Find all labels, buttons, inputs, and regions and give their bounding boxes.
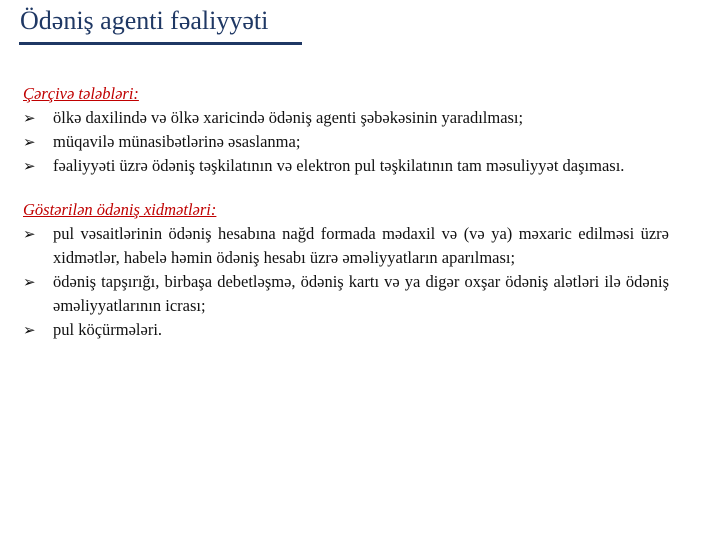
page-title: Ödəniş agenti fəaliyyəti xyxy=(20,6,269,35)
list-item-text: ödəniş tapşırığı, birbaşa debetləşmə, ödəniş kartı və ya digər oxşar ödəniş alətləri ilə ödəniş əməliyyatlarının icrası; xyxy=(53,272,669,315)
section-framework-requirements xyxy=(23,82,669,178)
list-item-text: pul köçürmələri. xyxy=(53,320,163,339)
list-item-text: pul vəsaitlərinin ödəniş hesabına nağd formada mədaxil və (və ya) məxaric edilməsi üzrə xidmətlər, habelə həmin ödəniş hesabı üzrə əməliyyatların aparılması; xyxy=(53,224,669,267)
bullet-list xyxy=(23,222,669,342)
title-underline xyxy=(19,42,302,45)
list-item-text: fəaliyyəti üzrə ödəniş təşkilatının və elektron pul təşkilatının tam məsuliyyət daşıması. xyxy=(53,156,625,175)
arrowhead-bullet-icon: ➢ xyxy=(23,109,36,127)
list-item-text: müqavilə münasibətlərinə əsaslanma; xyxy=(53,132,301,151)
list-item xyxy=(23,106,669,130)
bullet-list xyxy=(23,106,669,178)
list-item xyxy=(23,318,669,342)
arrowhead-bullet-icon: ➢ xyxy=(23,225,36,243)
section-heading: Çərçivə tələbləri: xyxy=(23,84,139,103)
list-item xyxy=(23,154,669,178)
section-heading: Göstərilən ödəniş xidmətləri: xyxy=(23,200,217,219)
arrowhead-bullet-icon: ➢ xyxy=(23,273,36,291)
list-item-text: ölkə daxilində və ölkə xaricində ödəniş agenti şəbəkəsinin yaradılması; xyxy=(53,108,524,127)
arrowhead-bullet-icon: ➢ xyxy=(23,133,36,151)
list-item xyxy=(23,222,669,270)
content-body xyxy=(23,82,669,342)
list-item xyxy=(23,270,669,318)
arrowhead-bullet-icon: ➢ xyxy=(23,157,36,175)
list-item xyxy=(23,130,669,154)
arrowhead-bullet-icon: ➢ xyxy=(23,321,36,339)
section-payment-services xyxy=(23,198,669,342)
